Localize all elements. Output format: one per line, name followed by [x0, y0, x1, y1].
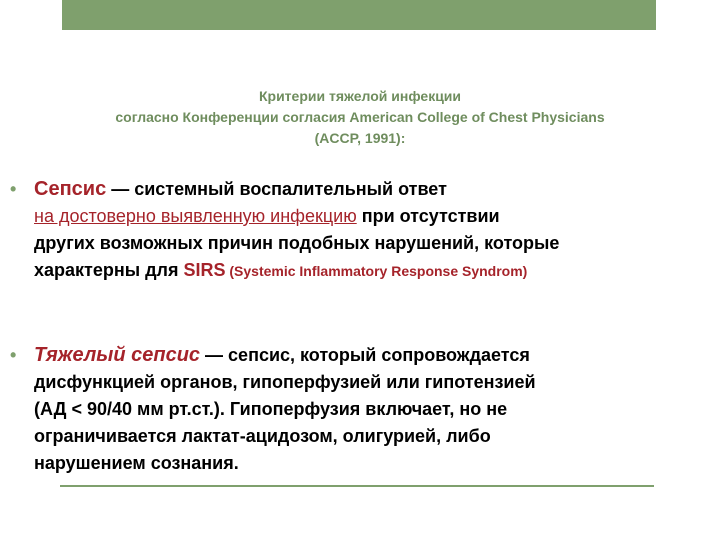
bullet-sepsis-line-2 — [34, 203, 720, 230]
bullet-sepsis-line-1 — [34, 176, 720, 203]
bullet-severe-line-1 — [34, 342, 720, 369]
bullet-sepsis — [10, 176, 720, 296]
sirs-full-name: (Systemic Inflammatory Response Syndrom) — [225, 263, 528, 279]
bullet-sepsis-text-4: характерны для — [34, 260, 184, 280]
term-sepsis: Сепсис — [34, 178, 107, 200]
bullet-sepsis-body — [34, 176, 720, 285]
bullet-sepsis-text-1: — системный воспалительный ответ — [106, 179, 447, 199]
bullet-sepsis-text-2: при отсутствии — [356, 206, 500, 226]
title-line-1: Критерии тяжелой инфекции — [258, 88, 462, 104]
bottom-divider — [60, 485, 654, 487]
bullet-severe-sepsis — [10, 342, 720, 482]
bullet-severe-line-4: ограничивается лактат-ацидозом, олигурией, либо — [34, 426, 491, 446]
bullet-severe-line-2: дисфункцией органов, гипоперфузией или гипотензией — [34, 372, 536, 392]
bullet-sepsis-line-3: других возможных причин подобных нарушений, которые — [34, 233, 560, 253]
bullet-severe-body — [34, 342, 720, 477]
bullet-severe-text-1: — сепсис, который сопровождается — [200, 345, 530, 365]
bullet-dot-icon: • — [10, 179, 17, 199]
bullet-severe-line-3: (АД < 90/40 мм рт.ст.). Гипоперфузия включает, но не — [34, 399, 508, 419]
top-accent-bar — [62, 0, 656, 30]
sirs-term: SIRS — [183, 260, 226, 280]
title-line-2: согласно Конференции согласия American College of Chest Physicians — [115, 109, 605, 125]
slide-title — [0, 86, 720, 149]
bullet-severe-line-5: нарушением сознания. — [34, 453, 239, 473]
infection-link[interactable]: на достоверно выявленную инфекцию — [34, 206, 357, 226]
term-severe-sepsis: Тяжелый сепсис — [34, 344, 201, 366]
bullet-dot-icon: • — [10, 345, 17, 365]
bullet-sepsis-line-4 — [34, 257, 720, 285]
title-line-3: (ACCP, 1991): — [314, 130, 406, 146]
